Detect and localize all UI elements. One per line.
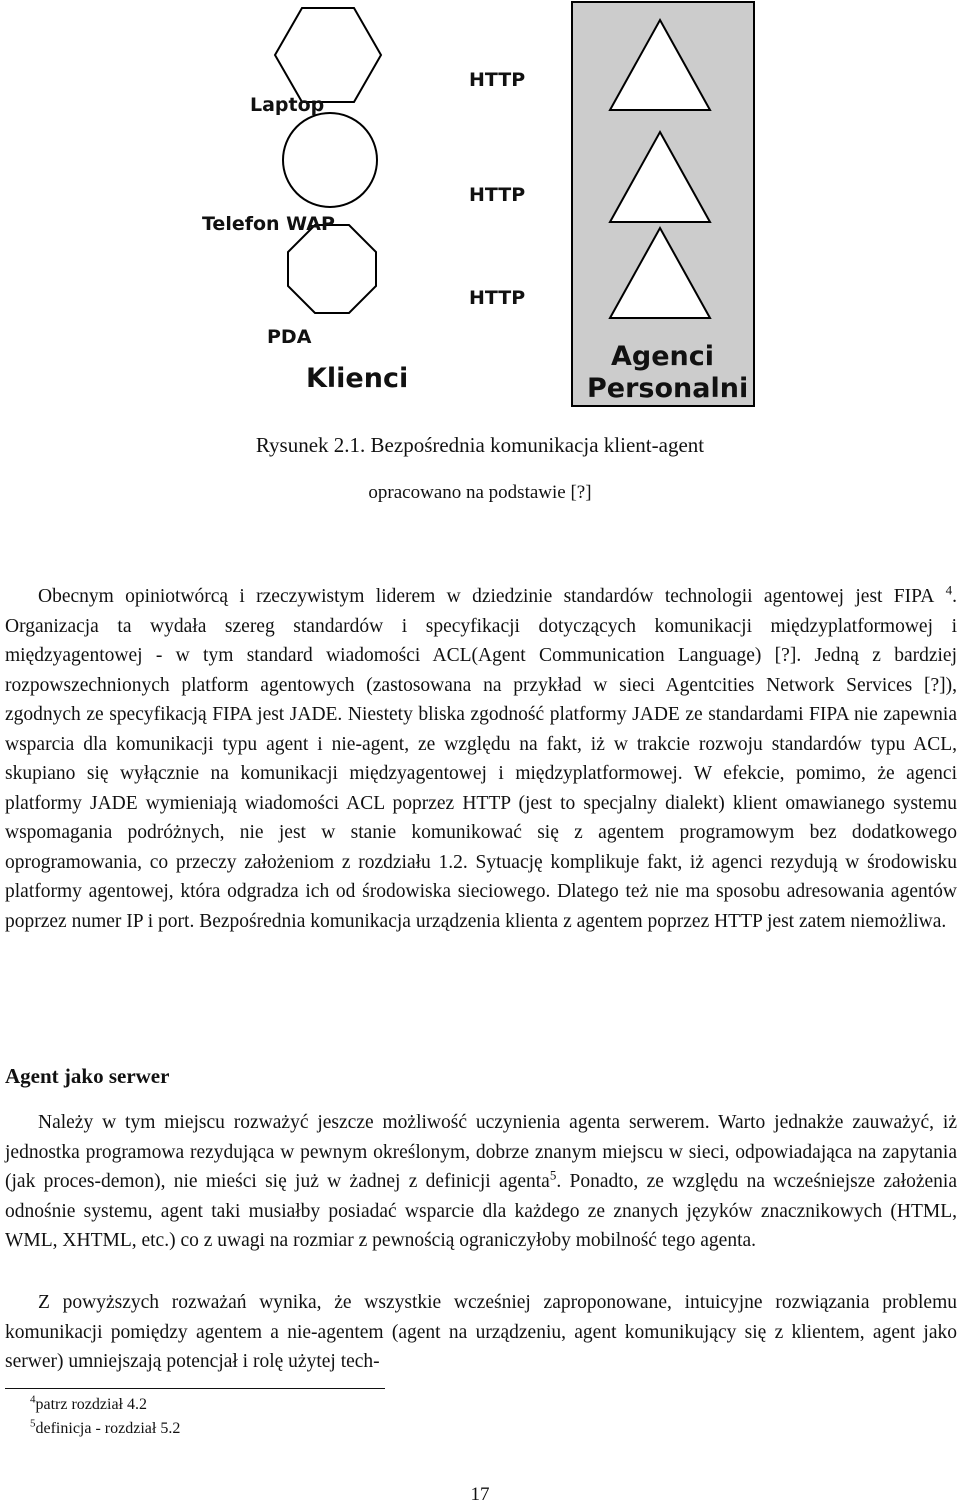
figure-client-agent (0, 0, 960, 420)
footnote-number: 5 (30, 1417, 36, 1430)
footnote-ref-5: 5 (549, 1167, 557, 1183)
paragraph-1-text-a: Obecnym opiniotwórcą i rzeczywistym liderem w dziedzinie standardów technologii agentowej jest FIPA (38, 586, 935, 607)
paragraph-2-text-a: Należy w tym miejscu rozważyć jeszcze możliwość uczynienia agenta serwerem. Warto jednakże zauważyć, iż jednostka programowa rezydująca w pewnym określonym, dobrze znanym miejscu w sieci, odpowiadająca na zapytania (jak proces-demon), nie mieści się już w żadnej z definicji agenta (5, 1112, 957, 1192)
protocol-label: HTTP (469, 69, 526, 91)
laptop-hexagon-icon (275, 8, 381, 102)
paragraph-3 (5, 1288, 957, 1377)
clients-group-label: Klienci (306, 363, 409, 394)
device-label-wap: Telefon WAP (202, 213, 335, 235)
device-label-pda: PDA (267, 326, 312, 348)
device-label-laptop: Laptop (250, 94, 325, 116)
page-number: 17 (470, 1484, 490, 1505)
footnote-ref-4: 4 (945, 582, 953, 598)
paragraph-2 (5, 1108, 957, 1256)
footnote-rule (5, 1388, 385, 1389)
footnote-4 (30, 1393, 147, 1414)
footnote-text: definicja - rozdział 5.2 (35, 1420, 181, 1437)
figure-caption: Rysunek 2.1. Bezpośrednia komunikacja klient-agent (255, 433, 705, 457)
paragraph-3-text: Z powyższych rozważań wynika, że wszystkie wcześniej zaproponowane, intuicyjne rozwiązania problemu komunikacji pomiędzy agentem a nie-agentem (agent na urządzeniu, agent komunikujący się z klientem, agent jako serwer) umniejszają potencjał i rolę użytej tech- (5, 1292, 957, 1372)
figure-source: opracowano na podstawie [?] (368, 482, 592, 503)
paragraph-2-text-b: . Ponadto, ze względu na wcześniejsze założenia odnośnie systemu, agent taki musiałby posiadać wsparcie dla każdego ze znanych języków znacznikowych (HTML, WML, XHTML, etc.) co z uwagi na rozmiar z pewnością ograniczyłoby mobilność tego agenta. (5, 1171, 957, 1251)
footnote-5 (30, 1417, 181, 1438)
footnote-number: 4 (30, 1393, 36, 1406)
protocol-label: HTTP (469, 287, 526, 309)
section-heading: Agent jako serwer (5, 1064, 170, 1088)
pda-octagon-icon (288, 225, 376, 313)
protocol-label: HTTP (469, 184, 526, 206)
agents-group-label-1: Agenci (611, 341, 715, 372)
figure-diagram (0, 0, 960, 420)
paragraph-1 (5, 582, 957, 936)
footnote-text: patrz rozdział 4.2 (35, 1396, 147, 1413)
paragraph-1-text-b: . Organizacja ta wydała szereg standardów i specyfikacji dotyczących komunikacji międzyplatformowej i międzyagentowej - w tym standard wiadomości ACL(Agent Communication Language) [?]. Jedną z bardziej rozpowszechnionych platform agentowych (zastosowana na przykład w sieci Agentcities Network Services [?]), zgodnych ze specyfikacją FIPA jest JADE. Niestety bliska zgodność platformy JADE ze standardami FIPA nie zapewnia wsparcia dla komunikacji typu agent i nie-agent, ze względu na fakt, iż w trakcie rozwoju standardów typu ACL, skupiano się wyłącznie na komunikacji międzyagentowej i międzyplatformowej. W efekcie, pomimo, że agenci platformy JADE wymieniają wiadomości ACL poprzez HTTP (jest to specjalny dialekt) klient omawianego systemu wspomagania podróżnych, nie jest w stanie komunikować się z agentem programowym bez dodatkowego oprogramowania, co przeczy założeniom z rozdziału 1.2. Sytuację komplikuje fakt, iż agenci rezydują w środowisku platformy agentowej, która odgradza ich od środowiska sieciowego. Dlatego też nie ma sposobu adresowania agentów poprzez numer IP i port. Bezpośrednia komunikacja urządzenia klienta z agentem poprzez HTTP jest zatem niemożliwa. (5, 586, 958, 932)
agents-group-label-2: Personalni (587, 373, 749, 404)
wap-phone-circle-icon (283, 113, 377, 207)
